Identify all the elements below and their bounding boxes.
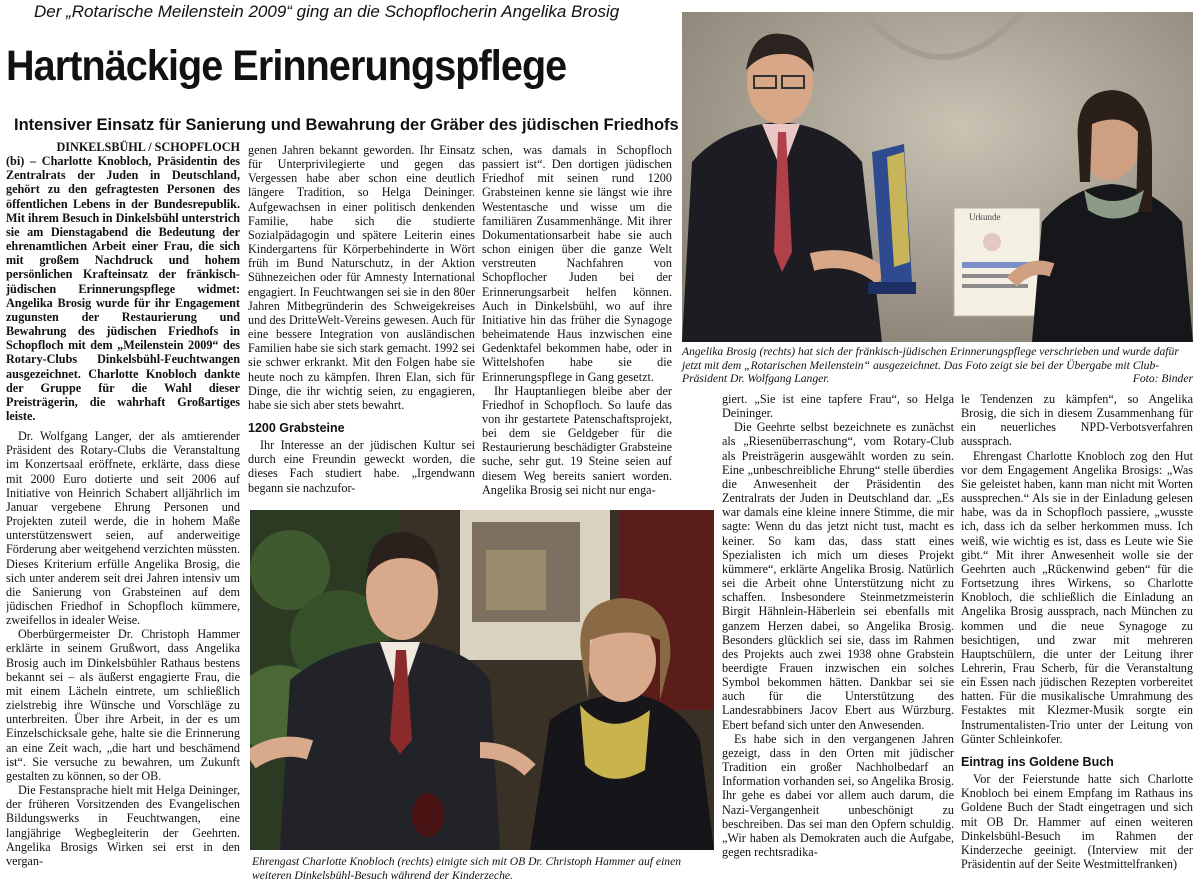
column-1	[6, 140, 240, 884]
photo-credit: Foto: Binder	[1132, 372, 1193, 385]
photo-caption-bottom: Ehrengast Charlotte Knobloch (rechts) einigte sich mit OB Dr. Christoph Hammer auf einen weiteren Dinkelsbühl-Besuch während der Kinderzeche.	[252, 855, 682, 882]
column-5	[961, 392, 1193, 884]
paragraph: giert. „Sie ist eine tapfere Frau“, so Helga Deininger.	[722, 392, 954, 421]
paragraph: Die Geehrte selbst bezeichnete es zunächst als „Riesenüberraschung“, vom Rotary-Club als Preisträgerin ausgewählt worden zu sein. Eine „unbeschreibliche Ehrung“ stelle überdies die Anwesenheit der Präsidentin des Zentralrats der Juden in Deutschland dar. „Es war damals eine kleine innere Stimme, die mir sagte: Wenn du das jetzt nicht tust, macht es keiner. So kam das, dass statt eines Spezialisten ich mich um dieses Projekt kümmere“, erklärte Angelika Brosig. Natürlich sei die Arbeit ohne Unterstützung nicht zu schaffen. Insbesondere Steinmetzmeisterin Birgit Hähnlein-Häberlein sei ebenfalls mit ganzem Herzen dabei, so Angelika Brosig. Besonders glücklich sei sie, dass im Rahmen des Projekts auch zwei 1938 ohne Grabstein beerdigte Frauen inzwischen ein solches Symbol bekommen hätten. Dankbar sei sie auch für die Unterstützung des Landesrabbiners Jacov Ebert aus Würzburg. Ebert befand sich unter den Anwesenden.	[722, 420, 954, 732]
column-2	[248, 143, 475, 503]
paragraph: genen Jahren bekannt geworden. Ihr Einsatz für Unterprivilegierte und gegen das Vergessen habe aber schon eine deutlich längere Tradition, so Helga Deininger. Aufgewachsen in einer politisch denkenden Familie, habe sich die studierte Sozialpädagogin und spätere Leiterin eines Kindergartens für Körperbehinderte in Wört früh im Bund Naturschutz, in der Aktion Sühnezeichen oder für Amnesty International engagiert. In Feuchtwangen sei sie in den 80er Jahren Mitbegründerin des Schweigekreises und des DritteWelt-Vereins gewesen. Auch für eine bessere Integration von ausländischen Familien habe sie sich stark gemacht. 1992 sei sie schwer erkrankt. Mit den Folgen habe sie heute noch zu kämpfen. Ihren Elan, sich für Dinge, die ihr wichtig seien, zu engagieren, habe sie sich aber stets bewahrt.	[248, 143, 475, 412]
reception-photo-illustration	[250, 510, 714, 850]
paragraph: Es habe sich in den vergangenen Jahren gezeigt, dass in den Orten mit jüdischer Tradition ein großer Nachholbedarf an Information vorhanden sei, so Angelika Brosig. Ihr gehe es dabei vor allem auch darum, die Nazi-Vergangenheit unbeschönigt zu beschreiben. Das sei man den Opfern schuldig. „Wir haben als Demokraten auch die Aufgabe, gegen rechtsradika-	[722, 731, 954, 859]
paragraph: Die Festansprache hielt mit Helga Deininger, der früheren Vorsitzenden des Evangelischen Bildungswerks in Feuchtwangen, eine langjährige Wegbegleiterin der Geehrten. Angelika Brosigs Wirken sei erst in den vergan-	[6, 783, 240, 868]
caption-text: Angelika Brosig (rechts) hat sich der fränkisch-jüdischen Erinnerungspflege verschrieben und wurde dafür jetzt mit dem „Rotarischen Meilenstein“ ausgezeichnet. Das Foto zeigt sie bei der Übergabe mit Club-Präsident Dr. Wolfgang Langer.	[682, 345, 1179, 385]
paragraph: Oberbürgermeister Dr. Christoph Hammer erklärte in seinem Grußwort, dass Angelika Brosig auch im Dinkelsbühler Rathaus bestens bekannt sei – als äußerst engagierte Frau, die mit einem Lächeln eintrete, um schließlich zielstrebig ihre Wünsche und Vorschläge zu unterbreiten. Über ihre Arbeit, in der es um Einzelschicksale gehe, halte sie die Erinnerung an eine Zeit wach, „die hart und beschämend ist“. Sie versuche zu bewahren, um Zukunft gestalten zu können, so der OB.	[6, 627, 240, 783]
photo-caption-top	[682, 345, 1193, 386]
paragraph: Vor der Feierstunde hatte sich Charlotte Knobloch bei einem Empfang im Rathaus ins Goldene Buch der Stadt eingetragen und sich mit OB Dr. Hammer auf einen weiteren Dinkelsbühl-Besuch im Rahmen der Kinderzeche geeinigt. (Interview mit der Präsidentin auf der Seite Westmittelfranken)	[961, 772, 1193, 871]
kicker: Der „Rotarische Meilenstein 2009“ ging an die Schopflocherin Angelika Brosig	[34, 2, 620, 21]
column-4	[722, 392, 954, 884]
column-3	[482, 143, 672, 503]
paragraph: Ehrengast Charlotte Knobloch zog den Hut vor dem Engagement Angelika Brosigs: „Was Sie geleistet haben, kann man nicht mit Worten aussprechen.“ Als sie in der Einladung gelesen habe, was da in Schopfloch passiere, „wusste ich, dass ich da selber herkommen muss. Ich weiß, wie wichtig es ist, dass es Leute wie Sie gibt.“ Mit ihrer Anwesenheit wolle sie der Geehrten auch „Rückenwind geben“ für die Fortsetzung ihres Wirkens, so Charlotte Knobloch, die schließlich die Einladung an Angelika Brosig aussprach, nach München zu kommen und die neue Synagoge zu besichtigen, und zwar mit mehreren Hauptschülern, die unter der Leitung ihrer Lehrerin, Frau Scherb, für die Veranstaltung ein Essen nach jüdischen Rezepten vorbereitet hatten. Für die musikalische Umrahmung des Festaktes mit Klezmer-Musik sorgte ein Instrumentalisten-Trio unter der Leitung von Günter Schleinkofer.	[961, 448, 1193, 746]
paragraph: schen, was damals in Schopfloch passiert ist“. Den dortigen jüdischen Friedhof mit seinen rund 1200 Grabsteinen kenne sie längst wie ihre Westentasche und wisse um die familiären Zusammenhänge. Mit ihrer Dokumentationsarbeit habe sie auch schon einigen über die ganze Welt verstreuten Nachfahren von Schopflocher Juden bei der Erinnerungsarbeit helfen können. Auch in Dinkelsbühl, wo auf ihre Initiative hin das früher die Synagoge beheimatende Haus inzwischen eine Gedenktafel bekommen habe, oder in Wittelshofen habe sie die Erinnerungspflege in Gang gesetzt.	[482, 143, 672, 384]
paragraph: Ihr Hauptanliegen bleibe aber der Friedhof in Schopfloch. So laufe das von ihr gestartete Patenschaftsprojekt, bei dem sie Geldgeber für die Restaurierung beschädigter Grabsteine suche, sehr gut. 19 Steine seien auf diesem Weg bereits saniert worden. Angelika Brosig sei nicht nur enga-	[482, 383, 672, 497]
dateline: DINKELSBÜHL / SCHOPFLOCH	[56, 140, 240, 154]
certificate-title: Urkunde	[969, 212, 1001, 222]
photo-knobloch-hammer	[250, 510, 714, 850]
photo-award-handover	[682, 12, 1193, 342]
paragraph: Ihr Interesse an der jüdischen Kultur sei durch eine Freundin geweckt worden, die dieses Fach studiert habe. „Irgendwann begann sie nachzufor-	[248, 438, 475, 495]
subheadline: Intensiver Einsatz für Sanierung und Bewahrung der Gräber des jüdischen Friedhofs	[14, 116, 679, 134]
award-photo-illustration	[682, 12, 1193, 342]
paragraph: le Tendenzen zu kämpfen“, so Angelika Brosig, die sich in diesem Zusammenhang für ein neuerliches NPD-Verbotsverfahren aussprach.	[961, 392, 1193, 449]
section-heading: Eintrag ins Goldene Buch	[961, 754, 1114, 769]
paragraph: Dr. Wolfgang Langer, der als amtierender Präsident des Rotary-Clubs die Veranstaltung im Konzertsaal eröffnete, erklärte, dass diese mit 2000 Euro dotierte und seit 2006 auf Initiative von Heinrich Schabert alljährlich im Januar vergebene Ehrung Personen und Projekten zuteil werde, die in hohem Maße unterstützenswert seien, auf anderweitige Förderung aber weitgehend verzichten müssten. Dieses Kriterium erfülle Angelika Brosig, die sich unter anderem seit drei Jahren intensiv um die Sanierung von Grabsteinen auf dem jüdischen Friedhof in Schopfloch kümmere, zweifellos in idealer Weise.	[6, 429, 240, 628]
intro-paragraph: (bi) – Charlotte Knobloch, Präsidentin des Zentralrats der Juden in Deutschland, gehört zu den gefragtesten Personen des öffentlichen Lebens in der Bundesrepublik. Mit ihrem Besuch in Dinkelsbühl unterstrich sie am Dienstagabend die Bedeutung der ehrenamtlichen Arbeit einer Frau, die sich mit großem Nachdruck und hohem persönlichen Krafteinsatz der fränkisch-jüdischen Erinnerungspflege widmet: Angelika Brosig wurde für ihr Engagement zugunsten der Restaurierung und Bewahrung des jüdischen Friedhofs in Schopfloch mit dem „Meilenstein 2009“ des Rotary-Clubs Dinkelsbühl-Feuchtwangen ausgezeichnet. Charlotte Knobloch dankte der Gruppe für die Wahl dieser Preisträgerin, die wahrhaft Großartiges leiste.	[6, 154, 240, 423]
headline: Hartnäckige Erinnerungspflege	[6, 42, 567, 90]
section-heading: 1200 Grabsteine	[248, 420, 345, 435]
